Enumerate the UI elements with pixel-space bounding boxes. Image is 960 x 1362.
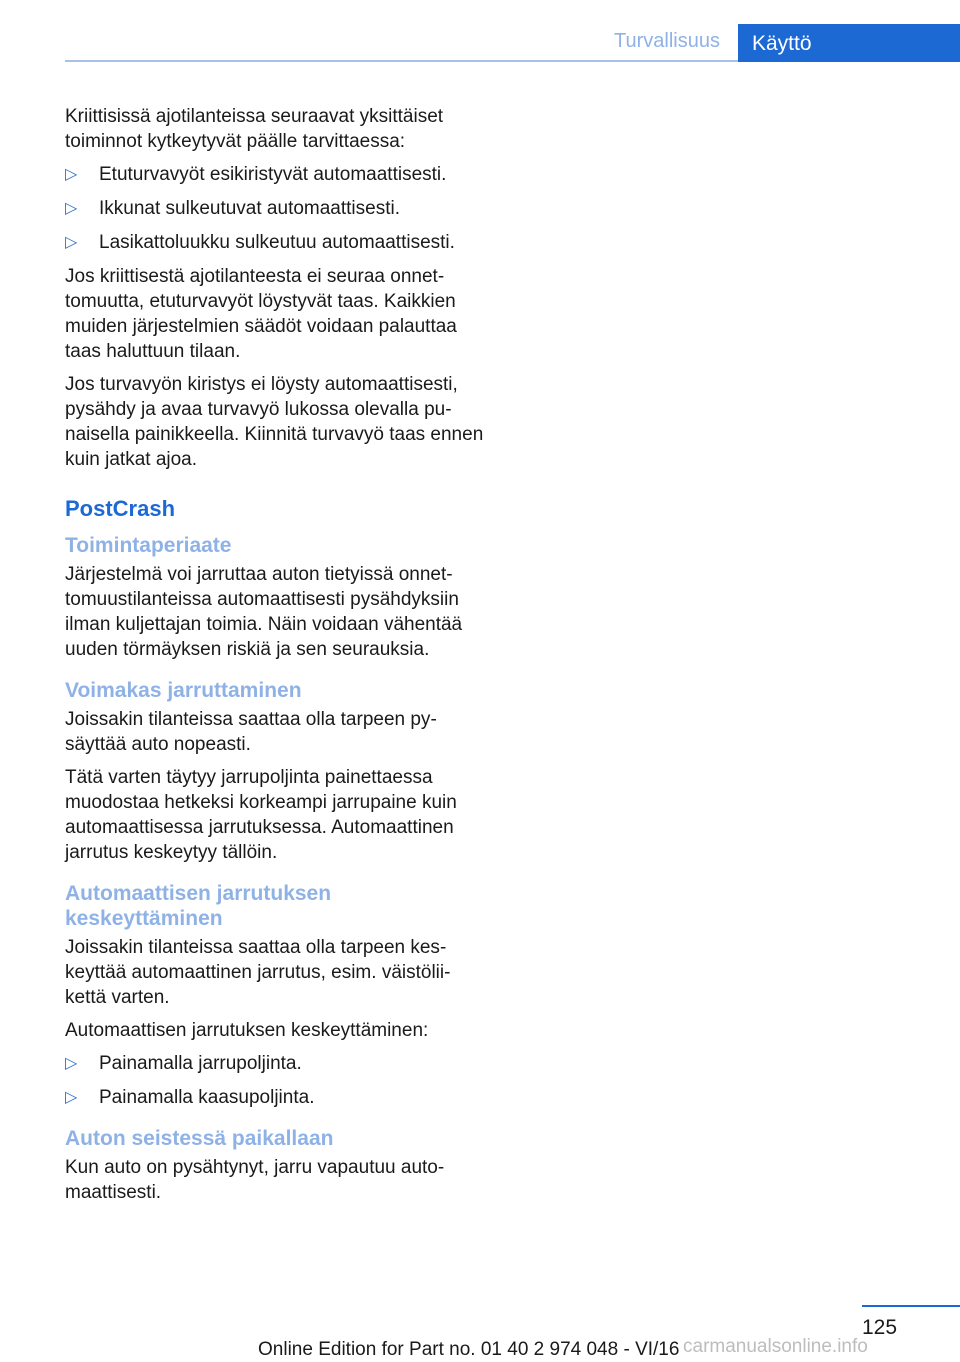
paragraph-release: Jos kriittisestä ajotilanteesta ei seuraa onnettomuutta, etuturvavyöt löystyvät taas. Kaikkien muiden järjestelmien säädöt voidaan palauttaa taas haluttuun tilaan. bbox=[65, 266, 457, 362]
subsection-title-principle: Toimintaperiaate bbox=[65, 534, 232, 557]
bullet-triangle-icon: ▷ bbox=[65, 1055, 78, 1072]
list-item bbox=[65, 1051, 485, 1076]
header-section-link[interactable]: Turvallisuus bbox=[614, 30, 720, 52]
page-number: 125 bbox=[862, 1316, 898, 1339]
list-item-text: Lasikattoluukku sulkeutuu automaattisesti. bbox=[99, 232, 455, 253]
section-title-postcrash: PostCrash bbox=[65, 496, 176, 521]
intro-list bbox=[65, 162, 485, 255]
paragraph-cancel-2: Automaattisen jarrutuksen keskeyttäminen: bbox=[65, 1020, 429, 1041]
paragraph-principle: Järjestelmä voi jarruttaa auton tietyissä onnettomuustilanteissa automaattisesti pysähdyksiin ilman kuljettajan toimia. Näin voidaan vähentää uuden törmäyksen riskiä ja sen seurauksia. bbox=[65, 564, 463, 660]
bullet-triangle-icon: ▷ bbox=[65, 1089, 78, 1106]
subsection-title-strong-braking: Voimakas jarruttaminen bbox=[65, 679, 302, 702]
header-chapter-tab[interactable]: Käyttö bbox=[738, 24, 960, 62]
list-item-text: Etuturvavyöt esikiristyvät automaattisesti. bbox=[99, 164, 447, 185]
bullet-triangle-icon: ▷ bbox=[65, 200, 78, 217]
bullet-triangle-icon: ▷ bbox=[65, 166, 78, 183]
paragraph-cancel-1: Joissakin tilanteissa saattaa olla tarpeen keskeyttää automaattinen jarrutus, esim. väistöliikettä varten. bbox=[65, 937, 451, 1008]
page-content bbox=[65, 104, 485, 1213]
paragraph-belt: Jos turvavyön kiristys ei löysty automaattisesti, pysähdy ja avaa turvavyö lukossa olevalla punaisella painikkeella. Kiinnitä turvavyö taas ennen kuin jatkat ajoa. bbox=[65, 374, 484, 470]
paragraph-strong-1: Joissakin tilanteissa saattaa olla tarpeen pysäyttää auto nopeasti. bbox=[65, 709, 437, 755]
watermark: carmanualsonline.info bbox=[683, 1336, 868, 1357]
edition-line: Online Edition for Part no. 01 40 2 974 048 - VI/16 bbox=[258, 1339, 680, 1360]
footer-rule bbox=[862, 1305, 960, 1307]
intro-paragraph: Kriittisissä ajotilanteissa seuraavat yksittäiset toiminnot kytkeytyvät päälle tarvittaessa: bbox=[65, 106, 444, 152]
list-item-text: Ikkunat sulkeutuvat automaattisesti. bbox=[99, 198, 400, 219]
list-item-text: Painamalla kaasupoljinta. bbox=[99, 1087, 315, 1108]
list-item bbox=[65, 230, 485, 255]
list-item bbox=[65, 196, 485, 221]
subsection-title-standstill: Auton seistessä paikallaan bbox=[65, 1127, 334, 1150]
list-item bbox=[65, 1085, 485, 1110]
cancel-list bbox=[65, 1051, 485, 1110]
paragraph-strong-2: Tätä varten täytyy jarrupoljinta painettaessa muodostaa hetkeksi korkeampi jarrupaine kuin automaattisessa jarrutuksessa. Automaattinen jarrutus keskeytyy tällöin. bbox=[65, 767, 457, 863]
subsection-title-cancel: Automaattisen jarrutuksen keskeyttäminen bbox=[65, 882, 332, 930]
list-item bbox=[65, 162, 485, 187]
list-item-text: Painamalla jarrupoljinta. bbox=[99, 1053, 302, 1074]
bullet-triangle-icon: ▷ bbox=[65, 234, 78, 251]
paragraph-standstill: Kun auto on pysähtynyt, jarru vapautuu automaattisesti. bbox=[65, 1157, 445, 1203]
